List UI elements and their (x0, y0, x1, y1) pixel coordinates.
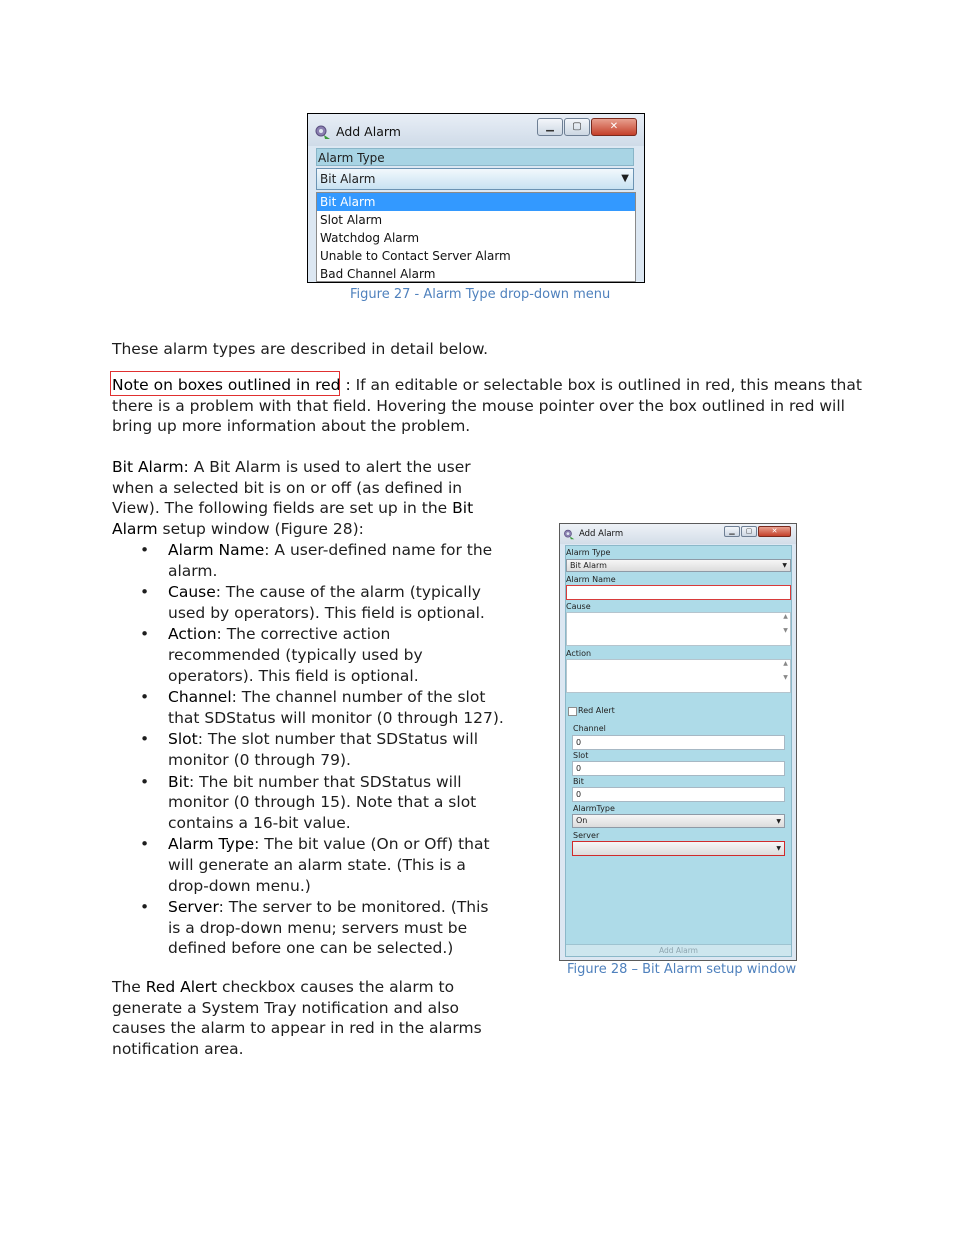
maximize-icon[interactable]: ▢ (741, 526, 757, 537)
bit-alarm-l1: A Bit Alarm is used to alert the user (188, 458, 471, 476)
note-text-1: If an editable or selectable box is outlined in red, this means that (350, 376, 862, 394)
minimize-icon[interactable]: ▁ (724, 526, 740, 537)
bullet-line: : The server to be monitored. (This (218, 898, 489, 917)
alarm-type-label: Alarm Type (316, 148, 634, 166)
bit-alarm-type-dropdown[interactable] (572, 814, 785, 828)
bullet-dot: • (140, 835, 150, 854)
field-bullet-list (112, 540, 504, 959)
bit-alarm-heading: Bit Alarm: (112, 458, 189, 476)
bullet-line: drop-down menu.) (168, 876, 311, 895)
add-alarm-window-fig27 (307, 113, 645, 283)
alarm-type-options-list (316, 192, 636, 282)
bit-alarm-l4a: Alarm (112, 519, 158, 538)
minimize-icon[interactable]: ▁ (537, 118, 563, 136)
alarm-type-value: Bit Alarm (570, 561, 607, 570)
red-alert-term: Red Alert (145, 978, 218, 996)
scrollbar[interactable]: ▲ ▼ (783, 613, 788, 634)
bullet-dot: • (140, 772, 150, 791)
bit-alarm-type-value: On (576, 816, 588, 825)
bullet-line: : A user-defined name for the (264, 541, 493, 559)
bullet-alarm-type (112, 834, 504, 896)
bullet-line: is a drop-down menu; servers must be (168, 918, 468, 937)
bullet-cause (112, 582, 504, 623)
intro-text: These alarm types are described in detail below. (112, 340, 489, 358)
figure-28-caption: Figure 28 – Bit Alarm setup window (567, 962, 797, 977)
bullet-line: operators). This field is optional. (168, 666, 419, 685)
window-title: Add Alarm (579, 529, 624, 539)
maximize-icon[interactable]: ▢ (564, 118, 590, 136)
bullet-channel (112, 687, 504, 728)
bullet-line: : The bit number that SDStatus will (189, 772, 462, 791)
red-alert-checkbox[interactable] (568, 707, 577, 716)
red-alert-l1a: The (112, 978, 146, 996)
alarm-type-dropdown[interactable] (566, 559, 791, 572)
chevron-down-icon: ▼ (776, 818, 781, 825)
channel-label: Channel (573, 724, 606, 733)
bullet-term: Channel (168, 688, 232, 707)
bit-label: Bit (573, 777, 584, 786)
bit-alarm-paragraph (112, 457, 473, 539)
bullet-line: defined before one can be selected.) (168, 939, 454, 958)
cause-label: Cause (566, 602, 591, 611)
cause-textarea[interactable] (566, 612, 791, 646)
server-label: Server (573, 831, 600, 840)
alarm-name-label: Alarm Name (566, 575, 616, 584)
add-alarm-window-fig28 (559, 523, 797, 961)
slot-label: Slot (573, 751, 589, 760)
bullet-line: monitor (0 through 15). Note that a slot (168, 793, 477, 812)
bullet-line: used by operators). This field is optional. (168, 603, 485, 622)
note-label: Note on boxes outlined in red : (112, 376, 351, 394)
red-alert-l3: causes the alarm to appear in red in the alarms (112, 1019, 482, 1038)
bullet-line: alarm. (168, 561, 218, 580)
bit-alarm-type-label: AlarmType (573, 804, 615, 813)
server-dropdown[interactable] (572, 841, 785, 856)
note-line-2: there is a problem with that field. Hovering the mouse pointer over the box outlined in red will (112, 397, 845, 415)
bullet-term: Server (168, 898, 219, 917)
alarm-type-dropdown[interactable] (316, 168, 634, 190)
note-line-3: bring up more information about the problem. (112, 417, 471, 435)
chevron-down-icon: ▼ (621, 173, 629, 184)
bullet-dot: • (140, 541, 150, 559)
action-label: Action (566, 649, 592, 658)
bullet-action (112, 624, 504, 686)
form-body (565, 545, 792, 957)
bullet-line: : The bit value (On or Off) that (254, 835, 490, 854)
option-bad-channel-alarm[interactable]: Bad Channel Alarm (320, 267, 436, 281)
bullet-line: that SDStatus will monitor (0 through 127). (168, 708, 504, 727)
bullet-dot: • (140, 688, 150, 707)
bullet-line: will generate an alarm state. (This is a (168, 855, 466, 874)
bullet-slot (112, 729, 504, 770)
alarm-name-input[interactable] (566, 585, 791, 600)
bullet-term: Action (168, 625, 217, 644)
channel-input[interactable]: 0 (572, 735, 785, 750)
add-alarm-button[interactable]: Add Alarm (566, 944, 791, 956)
alarm-gear-icon (563, 528, 575, 540)
option-bit-alarm[interactable]: Bit Alarm (317, 193, 635, 211)
bullet-term: Bit (168, 772, 190, 791)
red-alert-label: Red Alert (578, 706, 615, 715)
bit-alarm-l3b: Bit (452, 499, 474, 518)
red-alert-l4: notification area. (112, 1039, 244, 1058)
bullet-dot: • (140, 898, 150, 917)
bullet-line: monitor (0 through 79). (168, 750, 351, 769)
action-textarea[interactable] (566, 659, 791, 693)
scrollbar[interactable]: ▲ ▼ (783, 660, 788, 681)
close-icon[interactable]: ✕ (591, 118, 637, 136)
bit-input[interactable]: 0 (572, 787, 785, 802)
bullet-line: : The corrective action (216, 625, 391, 644)
bullet-dot: • (140, 625, 150, 644)
option-watchdog-alarm[interactable]: Watchdog Alarm (320, 231, 420, 245)
alarm-gear-icon (314, 123, 331, 140)
bullet-alarm-name (112, 540, 504, 581)
bullet-dot: • (140, 730, 150, 749)
bullet-server (112, 897, 504, 959)
red-alert-l2: generate a System Tray notification and also (112, 998, 460, 1017)
chevron-down-icon: ▼ (776, 845, 781, 852)
bullet-term: Slot (168, 730, 198, 749)
bullet-line: contains a 16-bit value. (168, 813, 351, 832)
bullet-term: Alarm Type (168, 835, 255, 854)
bullet-dot: • (140, 583, 150, 602)
bullet-line: : The channel number of the slot (231, 688, 486, 707)
bullet-line: recommended (typically used by (168, 645, 423, 664)
window-title: Add Alarm (336, 124, 401, 139)
bullet-term: Cause (168, 583, 216, 602)
figure-27-caption: Figure 27 - Alarm Type drop-down menu (350, 287, 611, 302)
option-unable-contact-server[interactable]: Unable to Contact Server Alarm (320, 249, 511, 263)
title-bar (308, 114, 644, 146)
option-slot-alarm[interactable]: Slot Alarm (320, 213, 383, 227)
slot-input[interactable]: 0 (572, 761, 785, 776)
chevron-down-icon: ▼ (782, 562, 787, 569)
bullet-line: : The cause of the alarm (typically (215, 583, 481, 602)
red-alert-l1c: checkbox causes the alarm to (217, 978, 455, 996)
note-line-1 (112, 375, 862, 396)
close-icon[interactable]: ✕ (758, 526, 791, 537)
alarm-type-label: Alarm Type (566, 548, 611, 557)
bullet-bit (112, 772, 504, 834)
bullet-line: : The slot number that SDStatus will (197, 730, 479, 749)
red-alert-paragraph (112, 977, 482, 1059)
bit-alarm-l4b: setup window (Figure 28): (157, 519, 364, 538)
alarm-type-selected: Bit Alarm (320, 172, 376, 186)
bit-alarm-l3a: View). The following fields are set up in the (112, 499, 453, 518)
bit-alarm-l2: when a selected bit is on or off (as defined in (112, 478, 463, 497)
title-bar (560, 524, 796, 544)
bullet-term: Alarm Name (168, 541, 265, 559)
